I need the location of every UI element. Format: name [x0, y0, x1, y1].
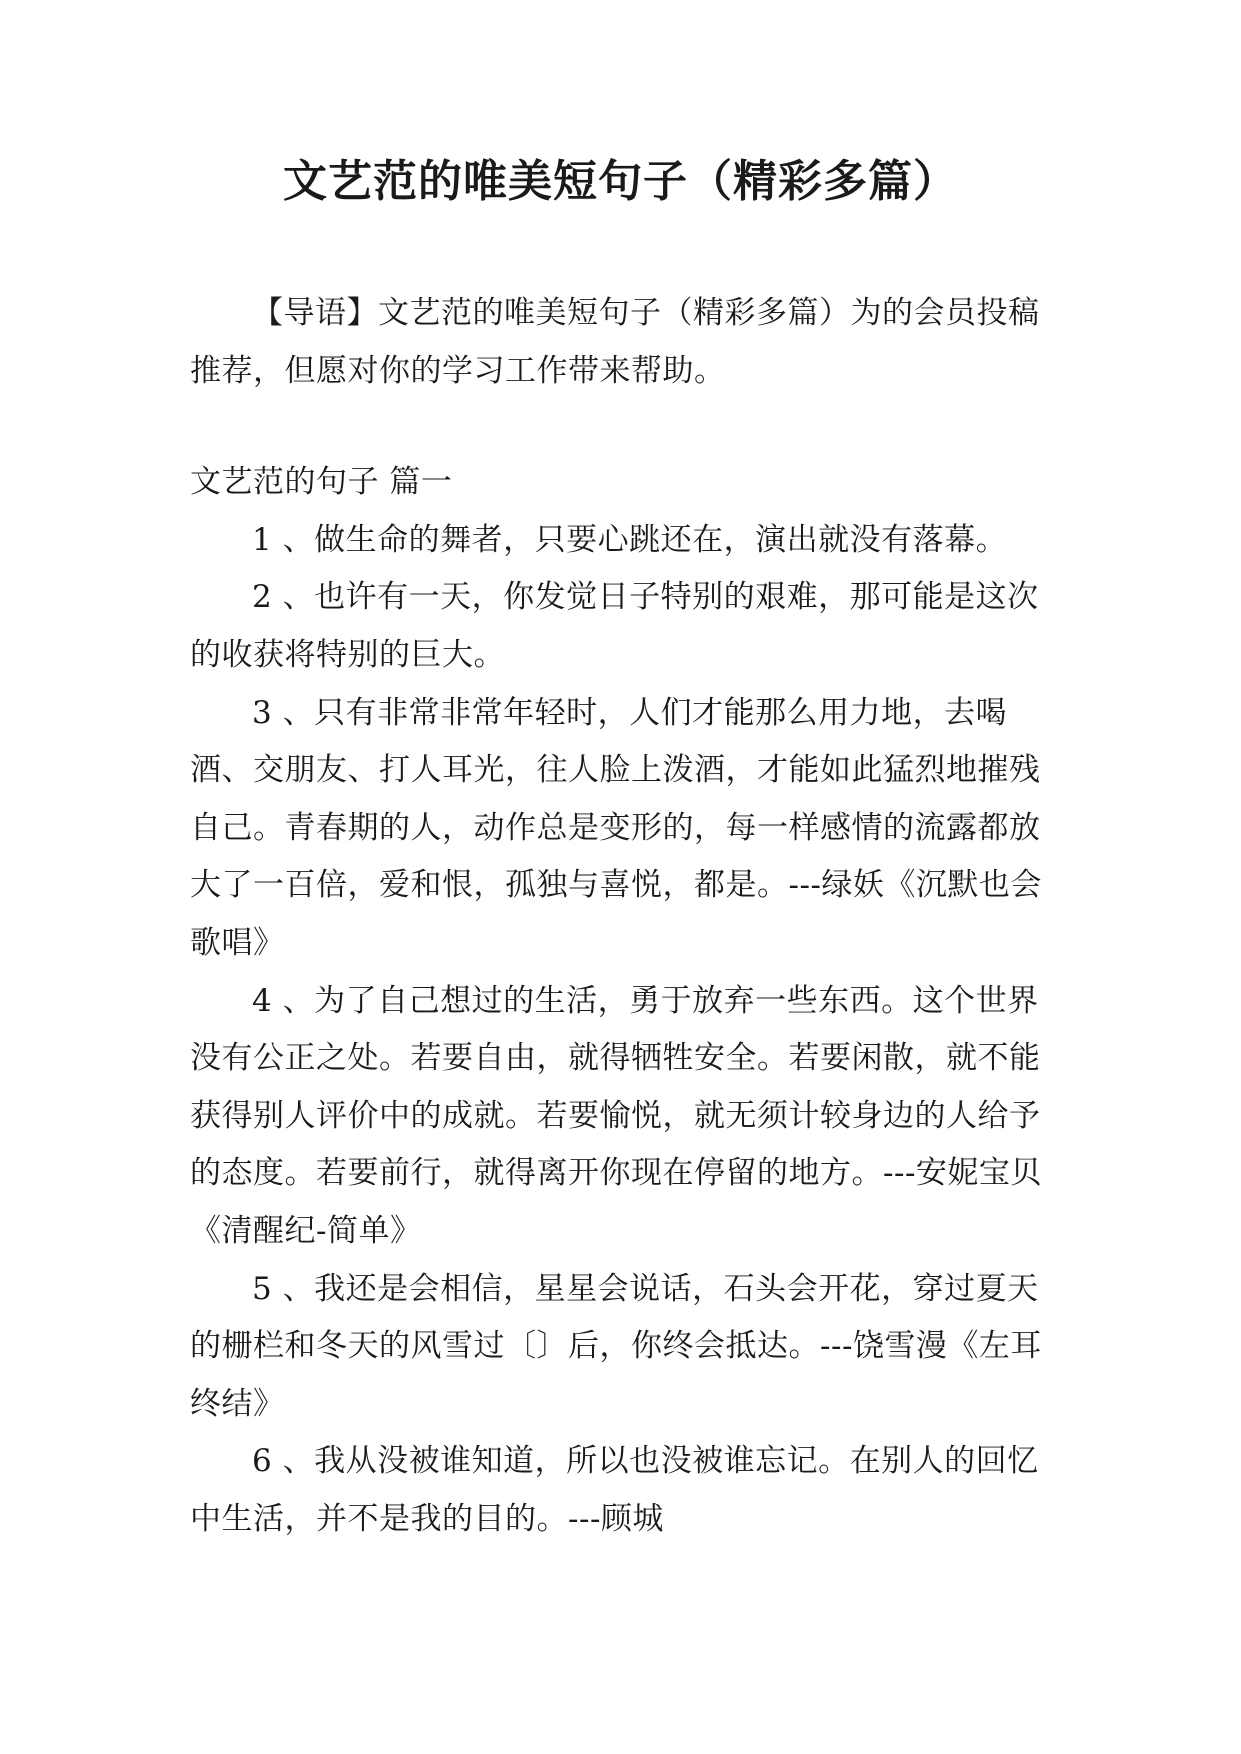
document-body: [190, 285, 1054, 1548]
document-title: 文艺范的唯美短句子（精彩多篇）: [283, 156, 958, 207]
list-item: 6 、我从没被谁知道，所以也没被谁忘记。在别人的回忆中生活，并不是我的目的。---顾城: [190, 1443, 1039, 1537]
list-item: 5 、我还是会相信，星星会说话，石头会开花，穿过夏天的栅栏和冬天的风雪过〔〕后，你终会抵达。---饶雪漫《左耳终结》: [190, 1270, 1042, 1422]
list-item: 1 、做生命的舞者，只要心跳还在，演出就没有落幕。: [252, 521, 1008, 558]
section-heading: 文艺范的句子 篇一: [190, 464, 453, 501]
list-item: 2 、也许有一天，你发觉日子特别的艰难，那可能是这次的收获将特别的巨大。: [190, 579, 1039, 673]
list-item: 3 、只有非常非常年轻时，人们才能那么用力地，去喝酒、交朋友、打人耳光，往人脸上泼酒，才能如此猛烈地摧残自己。青春期的人，动作总是变形的，每一样感情的流露都放大了一百倍，爱和恨，孤独与喜悦，都是。---绿妖《沉默也会歌唱》: [190, 694, 1042, 961]
intro-paragraph: 【导语】文艺范的唯美短句子（精彩多篇）为的会员投稿推荐，但愿对你的学习工作带来帮助。: [190, 295, 1040, 389]
list-item: 4 、为了自己想过的生活，勇于放弃一些东西。这个世界没有公正之处。若要自由，就得牺牲安全。若要闲散，就不能获得别人评价中的成就。若要愉悦，就无须计较身边的人给予的态度。若要前行，就得离开你现在停留的地方。---安妮宝贝《清醒纪-简单》: [190, 982, 1042, 1249]
